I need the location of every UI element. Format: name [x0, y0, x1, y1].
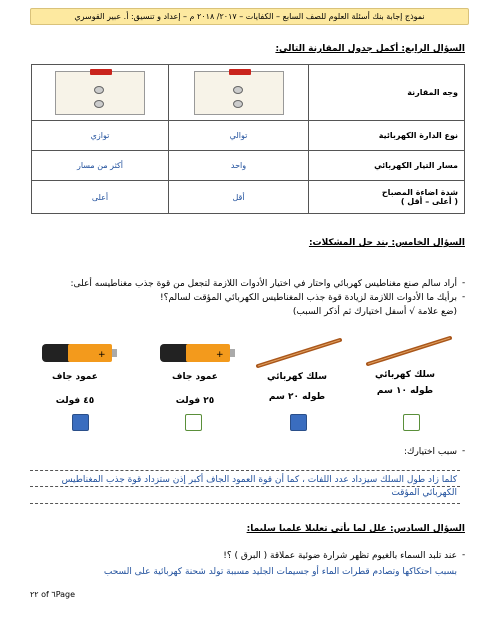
bullet: -: [462, 446, 466, 456]
row-label: نوع الدارة الكهربائية: [309, 121, 465, 151]
q5-line-3: (ضع علامة √ أسفل اختيارك ثم أذكر السبب): [292, 307, 457, 317]
cell-parallel: توازي: [32, 121, 169, 151]
svg-text:+: +: [216, 350, 224, 360]
table-row: [32, 181, 465, 214]
battery-icon: [90, 69, 112, 75]
option-checkbox-4[interactable]: [72, 414, 89, 431]
option-title: عمود جاف: [172, 372, 218, 382]
svg-text:+: +: [98, 350, 106, 360]
q5-answer: كلما زاد طول السلك سيزداد عدد اللفات ، كما أن قوة العمود الجاف أكبر إذن ستزداد قوة جذب المغناطيس الكهربائي المؤقت: [61, 475, 457, 498]
cell-series: توالي: [169, 121, 309, 151]
cell-series: أقل: [169, 181, 309, 214]
row-label-line1: شدة اضاءة المصباح: [381, 188, 458, 197]
table-row: [32, 65, 465, 121]
table-row: [32, 121, 465, 151]
bullet: -: [462, 278, 466, 288]
q5-title: السؤال الخامس: بند حل المشكلات:: [308, 238, 465, 248]
bulb-icon: [94, 86, 104, 94]
row-label: [309, 181, 465, 214]
option-title: عمود جاف: [52, 372, 98, 382]
table-row: [32, 151, 465, 181]
reason-label: سبب اختيارك:: [404, 447, 457, 457]
answer-line: [30, 503, 460, 504]
cell-series: واحد: [169, 151, 309, 181]
comparison-table: [31, 64, 465, 214]
bullet: -: [462, 292, 466, 302]
wire-image-10cm: [360, 332, 460, 368]
q6-line: عند تلبد السماء بالغيوم تظهر شرارة ضوئية عملاقة ( البرق ) ؟!: [223, 551, 457, 561]
option-value: طوله ٢٠ سم: [268, 392, 326, 402]
option-checkbox-3[interactable]: [185, 414, 202, 431]
page-number: ٢٢ of ٦Page: [30, 590, 76, 599]
bullet: -: [462, 550, 466, 560]
option-value: ٢٥ فولت: [175, 396, 215, 406]
series-circuit-image: [169, 65, 309, 121]
document-header: نموذج إجابة بنك أسئلة العلوم للصف السابع – الكفايات – ٢٠١٧/ ٢٠١٨ م – إعداد و تنسيق: أ. عبير القوسري: [30, 8, 469, 25]
q5-line-1: أراد سالم صنع مغناطيس كهربائي واحتار في اختيار الأدوات اللازمة لتجعل من قوة جذب مغناطيسه أعلى:: [70, 279, 457, 289]
answer-line: [30, 470, 460, 471]
option-title: سلك كهربائي: [374, 370, 436, 380]
bulb-icon: [233, 100, 243, 108]
answer-line: [30, 486, 460, 487]
option-checkbox-2[interactable]: [290, 414, 307, 431]
parallel-circuit-image: [32, 65, 169, 121]
option-value: طوله ١٠ سم: [376, 386, 434, 396]
cell-parallel: أعلى: [32, 181, 169, 214]
option-value: ٤٥ فولت: [55, 396, 95, 406]
q5-line-2: برأيك ما الأدوات اللازمة لزيادة قوة جذب المغناطيس الكهربائي المؤقت لسالم؟!: [160, 293, 457, 303]
option-title: سلك كهربائي: [266, 372, 328, 382]
row-label: مسار التيار الكهربائي: [309, 151, 465, 181]
battery-icon: [229, 69, 251, 75]
cell-parallel: أكثر من مسار: [32, 151, 169, 181]
q4-title: السؤال الرابع: أكمل جدول المقارنة التالي:: [275, 44, 465, 54]
table-head-label: وجه المقارنة: [309, 65, 465, 121]
bulb-icon: [233, 86, 243, 94]
battery-image-45v: [40, 338, 120, 368]
battery-image-25v: [158, 338, 238, 368]
option-checkbox-1[interactable]: [403, 414, 420, 431]
q6-answer: بسبب احتكاكها وتصادم قطرات الماء أو جسيمات الجليد مسببة تولد شحنة كهربائية على السحب: [103, 567, 457, 577]
row-label-line2: ( أعلى – أقل ): [400, 197, 458, 206]
q6-title: السؤال السادس: علل لما يأتي تعليلا علميا سليما:: [246, 524, 465, 534]
bulb-icon: [94, 100, 104, 108]
wire-image-20cm: [250, 334, 350, 370]
